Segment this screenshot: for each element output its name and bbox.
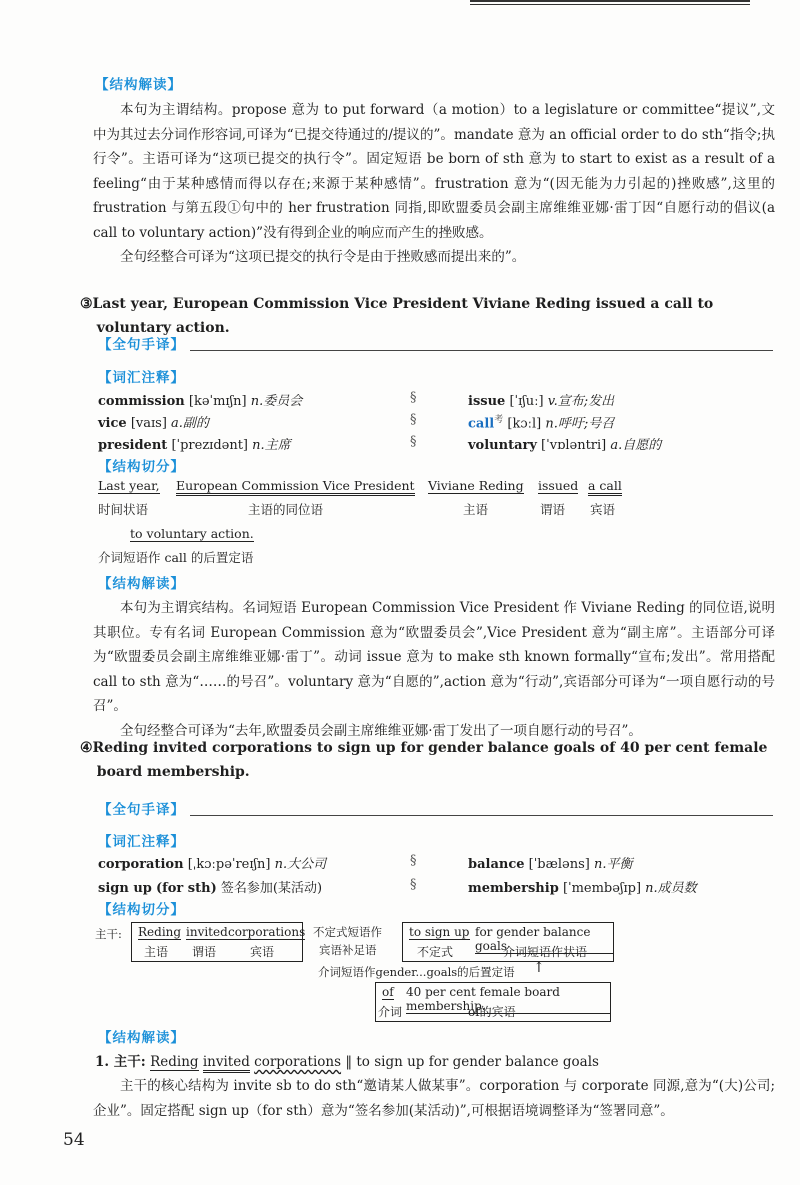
vocab-meaning: n.呼吁;号召 — [545, 416, 615, 432]
analysis-paragraph-1: 本句为主谓结构。propose 意为 to put forward（a motion）to a legislature or committee“提议”,文中为其过去分词作形容词,可译为“已提交待通过的/提议的”。mandate 意为 an official order to do sth“指令;执行令”。主语可译为“这项已提交的执行令”。固定短语 be born of sth 意为 to start to exist as a result of a feeling“由于某种感情而得以存在;来源于某种感情”。frustration 意为“(因无能为力引起的)挫败感”,这里的 frustration 与第五段①句中的 her frustration 同指,即欧盟委员会副主席维维亚娜·雷丁因“自愿行动的倡议(a call to voluntary action)”没有得到企业的响应而产生的挫败感。 — [93, 102, 775, 241]
vocab-meaning: n.大公司 — [274, 857, 327, 872]
split-diagram-3 — [98, 478, 778, 578]
analysis-tag-4: 【结构解读】 — [98, 1030, 185, 1046]
vocab-pron: [ˈprezɪdənt] — [171, 438, 249, 453]
split-word: Last year, — [98, 478, 160, 493]
diagram-label: 介词短语作状语 — [503, 945, 588, 959]
split-word: issued — [538, 478, 579, 493]
page-number: 54 — [63, 1130, 85, 1150]
vocab-pron: [ˈbæləns] — [528, 857, 590, 872]
sentence-4: ④Reding invited corporations to sign up for gender balance goals of 40 per cent female board membership. — [80, 740, 768, 780]
split-word: Viviane Reding — [428, 478, 524, 493]
vocab-word: commission — [98, 394, 185, 409]
vocab-meaning: n.平衡 — [593, 857, 633, 872]
separator-icon: § — [410, 390, 417, 405]
vocab-tag-3: 【词汇注释】 — [98, 370, 185, 386]
point-1-subject: Reding — [150, 1054, 199, 1070]
diagram-word: corporations — [228, 925, 306, 939]
vocab-pron: (for sth) — [156, 881, 217, 896]
vocab-row — [98, 853, 773, 877]
vocab-row — [98, 877, 773, 901]
point-1-rest: ‖ to sign up for gender balance goals — [345, 1054, 599, 1070]
point-1 — [95, 1050, 775, 1075]
vocab-pron: [ˈmembəʃɪp] — [562, 881, 642, 896]
analysis-paragraph-4: 主干的核心结构为 invite sb to do sth“邀请某人做某事”。corporation 与 corporate 同源,意为“(大)公司;企业”。固定搭配 sign up（for sth）意为“签名参加(某活动)”,可根据语境调整译为“签署同意”。 — [93, 1078, 775, 1119]
vocab-row — [98, 434, 773, 456]
diagram-label: 介词 — [378, 1005, 403, 1019]
point-1-object: corporations — [254, 1054, 342, 1070]
vocab-word: vice — [98, 416, 127, 431]
diagram-label: 不定式 — [417, 945, 454, 959]
up-arrow-icon: ↑ — [533, 960, 545, 976]
translation-blank-4[interactable] — [190, 815, 773, 816]
complement-note-bottom: 宾语补足语 — [319, 943, 377, 957]
vocab-pron: [ˈvɒləntri] — [541, 438, 607, 453]
diagram-label: 谓语 — [192, 945, 217, 959]
point-1-label: 1. 主干: — [95, 1054, 146, 1070]
vocab-word: balance — [468, 857, 525, 872]
prep-box — [375, 982, 611, 1022]
separator-icon: § — [410, 877, 417, 892]
vocab-meaning: n.主席 — [252, 438, 291, 453]
exam-mark-icon: 考 — [494, 415, 504, 425]
header-rule — [470, 0, 750, 5]
infinitive-box — [402, 922, 614, 962]
vocab-word: corporation — [98, 857, 184, 872]
vocab-meaning: a.自愿的 — [610, 438, 662, 453]
vocab-list-4 — [98, 853, 773, 901]
diagram-word: for gender balance goals — [475, 925, 613, 954]
diagram-label: of的宾语 — [468, 1005, 516, 1019]
separator-icon: § — [410, 412, 417, 427]
translate-row-3 — [98, 333, 773, 357]
translation-summary-1: 全句经整合可译为“这项已提交的执行令是由于挫败感而提出来的”。 — [120, 249, 526, 265]
arrow-note: 介词短语作gender...goals的后置定语 — [318, 965, 515, 979]
vocab-word: call — [468, 416, 495, 432]
split-label: 宾语 — [590, 502, 616, 517]
diagram-word: Reding — [138, 925, 182, 939]
vocab-meaning: n.委员会 — [250, 394, 303, 409]
separator-icon: § — [410, 434, 417, 449]
vocab-meaning: v.宣布;发出 — [547, 394, 615, 409]
vocab-word: issue — [468, 394, 506, 409]
vocab-pron: [kɔːl] — [507, 416, 542, 432]
sentence-3: ③Last year, European Commission Vice President Viviane Reding issued a call to voluntary action. — [80, 296, 714, 336]
point-1-verb: invited — [203, 1054, 250, 1073]
vocab-pron: [vaɪs] — [130, 416, 167, 431]
vocab-meaning: a.副的 — [171, 416, 209, 431]
split-tag-3: 【结构切分】 — [98, 459, 185, 475]
split-word: to voluntary action. — [130, 526, 254, 541]
translate-tag-4: 【全句手译】 — [98, 802, 185, 818]
trunk-box — [131, 922, 306, 962]
analysis-paragraph-3: 本句为主谓宾结构。名词短语 European Commission Vice President 作 Viviane Reding 的同位语,说明其职位。专有名词 European Commission 意为“欧盟委员会”,Vice President 意为“副主席”。主语部分可译为“欧盟委员会副主席维维亚娜·雷丁”。动词 issue 意为 to make sth known formally“宣布;发出”。常用搭配 call to sth 意为“……的号召”。voluntary 意为“自愿的”,action 意为“行动”,宾语部分可译为“一项自愿行动的号召”。 — [93, 600, 775, 714]
split-label: 介词短语作 call 的后置定语 — [98, 550, 254, 565]
complement-note-top: 不定式短语作 — [313, 925, 382, 939]
split-label: 时间状语 — [98, 502, 149, 517]
vocab-tag-4: 【词汇注释】 — [98, 834, 185, 850]
vocab-word: membership — [468, 881, 559, 896]
split-label: 主语的同位语 — [248, 502, 324, 517]
vocab-row — [98, 412, 773, 434]
split-label: 谓语 — [540, 502, 566, 517]
vocab-word: voluntary — [468, 438, 537, 453]
analysis-tag-1: 【结构解读】 — [95, 77, 182, 93]
vocab-list-3 — [98, 390, 773, 456]
diagram-word: to sign up — [409, 925, 470, 939]
diagram-word: 40 per cent female board membership. — [406, 985, 610, 1014]
split-word: a call — [588, 478, 622, 496]
diagram-label: 主语 — [144, 945, 169, 959]
vocab-meaning: n.成员数 — [645, 881, 697, 896]
diagram-label: 宾语 — [250, 945, 275, 959]
trunk-label: 主干: — [95, 927, 122, 941]
vocab-row — [98, 390, 773, 412]
translate-row-4 — [98, 798, 773, 822]
split-word: European Commission Vice President — [176, 478, 415, 496]
structure-diagram-4 — [95, 922, 615, 1024]
vocab-pron: [ˈɪʃuː] — [509, 394, 544, 409]
vocab-meaning: 签名参加(某活动) — [220, 881, 323, 896]
translate-tag-3: 【全句手译】 — [98, 337, 185, 353]
separator-icon: § — [410, 853, 417, 868]
vocab-word: president — [98, 438, 168, 453]
translation-blank-3[interactable] — [190, 350, 773, 351]
analysis-tag-3: 【结构解读】 — [98, 576, 185, 592]
split-label: 主语 — [463, 502, 489, 517]
diagram-word: invited — [186, 925, 228, 939]
vocab-word: sign up — [98, 881, 152, 896]
translation-summary-3: 全句经整合可译为“去年,欧盟委员会副主席维维亚娜·雷丁发出了一项自愿行动的号召”。 — [120, 722, 642, 739]
vocab-pron: [ˌkɔːpəˈreɪʃn] — [187, 857, 271, 872]
vocab-pron: [kəˈmɪʃn] — [188, 394, 247, 409]
split-tag-4: 【结构切分】 — [98, 902, 185, 918]
diagram-word: of — [382, 985, 394, 999]
